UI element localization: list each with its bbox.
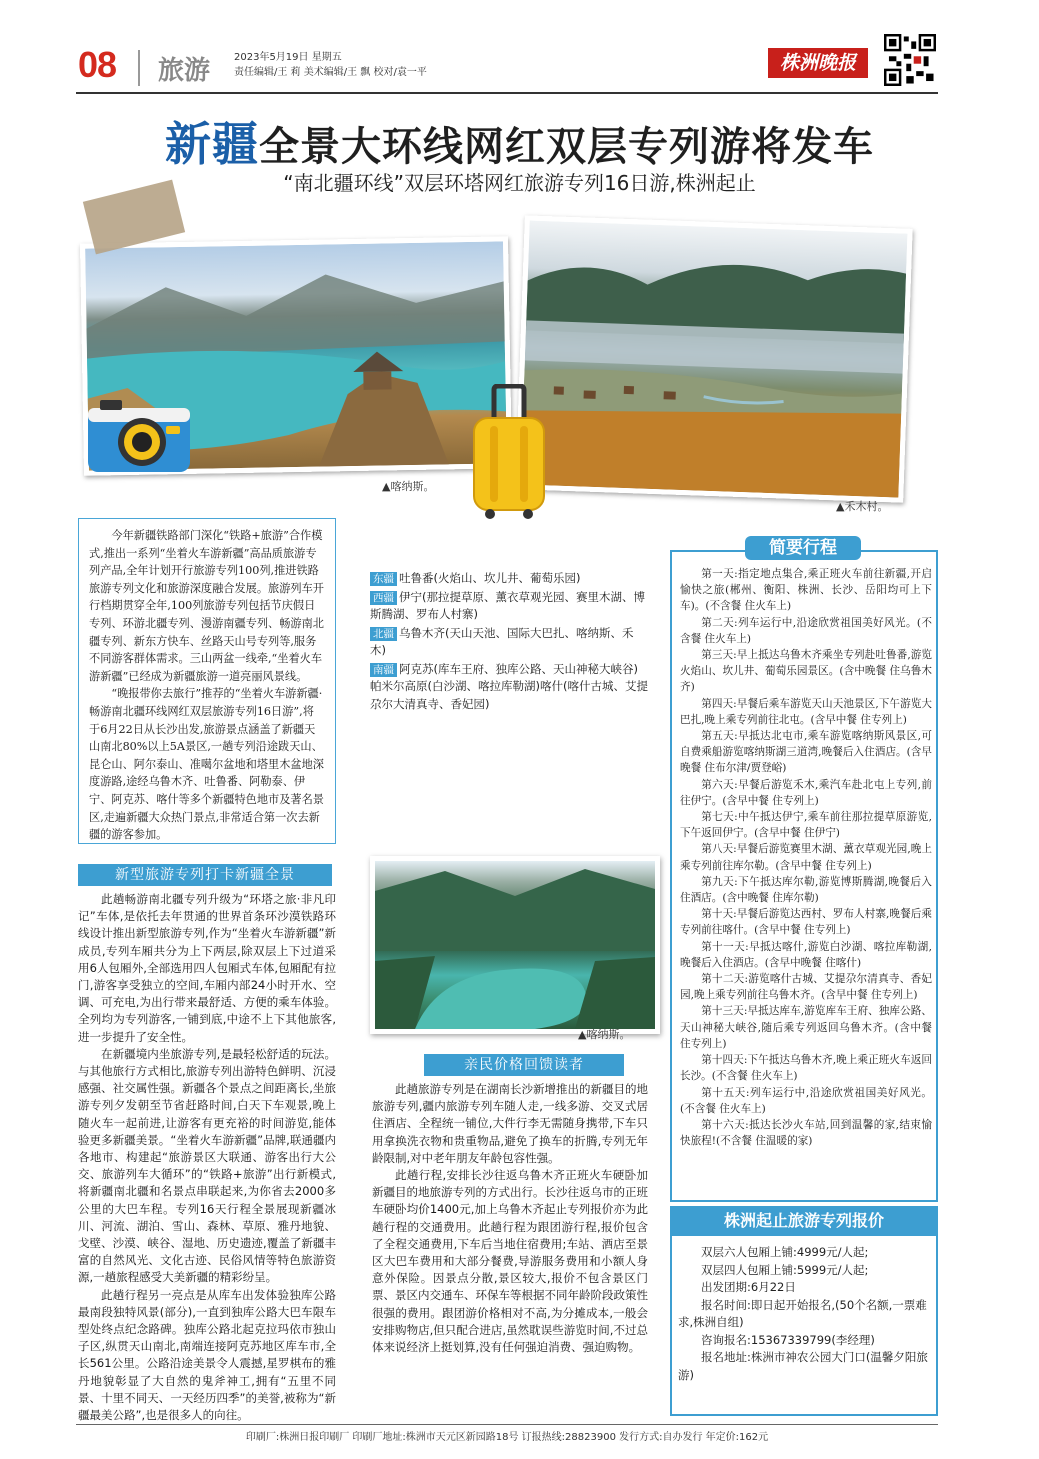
itinerary-day: 第九天:下午抵达库尔勒,游览博斯腾湖,晚餐后入住酒店。(含中晚餐 住库尔勒) <box>680 875 932 905</box>
section-heading: 新型旅游专列打卡新疆全景 <box>78 864 332 886</box>
editors-line: 责任编辑/王 莉 美术编辑/王 飘 校对/袁一平 <box>234 67 427 78</box>
region-tag: 东疆 <box>370 572 397 586</box>
itinerary-day: 第十六天:抵达长沙火车站,回到温馨的家,结束愉快旅程!(不含餐 住温暖的家) <box>680 1118 932 1148</box>
region-tag: 北疆 <box>370 627 397 641</box>
article-paragraph: 在新疆境内坐旅游专列,是最轻松舒适的玩法。与其他旅行方式相比,旅游专列出游特色鲜明、沉浸感强、社交属性强。新疆各个景点之间距离长,坐旅游专列夕发朝至节省赶路时间,白天下车观景,晚上随火车一起前进,让游客有更充裕的时间游览,能体验更多新疆美景。“坐着火车游新疆”品牌,联通疆内各地市、构建起“旅游景区大联通、游客出行大公交、旅游列车大循环”的“铁路+旅游”出行新模式,将新疆南北疆和名景点串联起来,为你省去2000多公里的大巴车程。专列16天行程全景展现新疆冰川、河流、湖泊、雪山、森林、草原、雅丹地貌、戈壁、沙漠、峡谷、湿地、历史遗迹,覆盖了新疆丰富的自然风光、文化古迹、民俗风情等特色旅游资源,一趟旅程感受大美新疆的精彩纷呈。 <box>78 1046 336 1285</box>
footer-info: 印刷厂:株洲日报印刷厂 印刷厂地址:株洲市天元区新园路18号 订报热线:28823900 发行方式:自办发行 年定价:162元 <box>245 1432 769 1443</box>
region-text: 乌鲁木齐(天山天池、国际大巴扎、喀纳斯、禾木) <box>370 625 634 657</box>
kanas-river-photo <box>370 856 660 1034</box>
itinerary-day: 第七天:中午抵达伊宁,乘车前往那拉提草原游览,下午返回伊宁。(含早中餐 住伊宁) <box>680 811 932 840</box>
price-line: 报名地址:株洲市神农公园大门口(温馨夕阳旅游) <box>678 1350 928 1382</box>
itinerary-day: 第一天:指定地点集合,乘正班火车前往新疆,开启愉快之旅(郴州、衡阳、株洲、长沙、岳阳均可上下车)。(不含餐 住火车上) <box>680 568 932 613</box>
newspaper-logo: 株洲晚报 <box>768 48 868 78</box>
article-paragraph: 此趟旅游专列是在湖南长沙新增推出的新疆目的地旅游专列,疆内旅游专列车随人走,一线多游、交叉式居住酒店、全程统一铺位,大件行李无需随身携带,下车只用拿换洗衣物和贵重物品,避免了换车的折腾,专列无年龄限制,对中老年朋友年龄包容性强。 <box>372 1082 648 1165</box>
price-line: 报名时间:即日起开始报名,(50个名额,一票难求,株洲自组) <box>678 1297 927 1329</box>
region-list <box>370 570 648 714</box>
headline-rest: 全景大环线网红双层专列游将发车 <box>259 124 874 170</box>
price-line: 双层六人包厢上铺:4999元/人起; <box>701 1245 869 1259</box>
itinerary-title: 简要行程 <box>745 536 861 560</box>
region-item <box>370 661 648 714</box>
region-text: 吐鲁番(火焰山、坎儿井、葡萄乐园) <box>399 571 581 585</box>
subheadline: “南北疆环线”双层环塔网红旅游专列16日游,株洲起止 <box>283 171 756 195</box>
kanas-river-illustration <box>375 861 655 1029</box>
itinerary-day: 第十一天:早抵达喀什,游览白沙湖、喀拉库勒湖,晚餐后入住酒店。(含早中晚餐 住喀什) <box>680 940 932 969</box>
section-heading: 亲民价格回馈读者 <box>424 1054 624 1076</box>
page-number: 08 <box>78 44 117 85</box>
header-rule <box>76 92 938 94</box>
price-list <box>678 1244 932 1384</box>
region-text: 阿克苏(库车王府、独库公路、天山神秘大峡谷)帕米尔高原(白沙湖、喀拉库勒湖)喀什(喀什古城、艾提尕尔大清真寺、香妃园) <box>370 661 648 711</box>
photo-caption: ▲喀纳斯。 <box>382 480 435 493</box>
itinerary-day: 第八天:早餐后游览赛里木湖、薰衣草观光园,晚上乘专列前往库尔勒。(含早中餐 住专列上) <box>680 843 932 872</box>
itinerary-day: 第五天:早抵达北屯市,乘车游览喀纳斯风景区,可自费乘船游览喀纳斯湖三道湾,晚餐后入住酒店。(含早晚餐 住布尔津/贾登峪) <box>680 730 932 775</box>
article-column <box>78 891 336 1424</box>
itinerary-day: 第十二天:游览喀什古城、艾提尕尔清真寺、香妃园,晚上乘专列前往乌鲁木齐。(含早中餐 住专列上) <box>680 973 932 1002</box>
region-tag: 南疆 <box>370 663 397 677</box>
itinerary-list <box>680 566 932 1149</box>
footer-rule <box>76 1424 938 1425</box>
itinerary-day: 第二天:列车运行中,沿途欣赏祖国美好风光。(不含餐 住火车上) <box>680 616 932 645</box>
headline <box>0 108 1039 174</box>
article-paragraph: 此趟行程另一亮点是从库车出发体验独库公路最南段独特风景(部分),一直到独库公路大巴车限车型处终点纪念路碑。独库公路北起克拉玛依市独山子区,纵贯天山南北,南端连接阿克苏地区库车市,全长561公里。公路沿途美景令人震撼,星罗棋布的雅丹地貌彰显了大自然的鬼斧神工,拥有“五里不同景、十里不同天、一天经历四季”的美誉,被称为“新疆最美公路”,也是很多人的向往。 <box>78 1287 336 1423</box>
hemu-village-photo <box>515 215 912 502</box>
region-item <box>370 625 648 660</box>
itinerary-day: 第十四天:下午抵达乌鲁木齐,晚上乘正班火车返回长沙。(不含餐 住火车上) <box>680 1054 932 1083</box>
hemu-village-illustration <box>521 220 908 497</box>
intro-box <box>78 518 336 844</box>
price-line: 双层四人包厢上铺:5999元/人起; <box>701 1262 869 1277</box>
header-divider <box>138 50 140 86</box>
region-tag: 西疆 <box>370 591 397 605</box>
date-line: 2023年5月19日 星期五 <box>234 52 342 63</box>
price-line: 咨询报名:15367339799(李经理) <box>701 1332 875 1347</box>
region-text: 伊宁(那拉提草原、薰衣草观光园、赛里木湖、博斯腾湖、罗布人村寨) <box>370 589 645 621</box>
article-column <box>372 1081 648 1356</box>
region-item <box>370 589 648 624</box>
region-item <box>370 570 648 588</box>
intro-paragraph: “晚报带你去旅行”推荐的“坐着火车游新疆·畅游南北疆环线网红双层旅游专列16日游”,将于6月22日从长沙出发,旅游景点涵盖了新疆天山南北80%以上5A景区,一趟专列沿途跋天山、昆仑山、阿尔泰山、准噶尔盆地和塔里木盆地深度游路,途经乌鲁木齐、吐鲁番、阿勒泰、伊宁、阿克苏、喀什等多个新疆特色地市及著名景区,走遍新疆大众热门景点,非常适合第一次去新疆的游客参加。 <box>89 687 324 842</box>
price-line: 出发团期:6月22日 <box>701 1280 796 1294</box>
header-info <box>234 50 427 80</box>
itinerary-day: 第六天:早餐后游览禾木,乘汽车赴北屯上专列,前往伊宁。(含早中餐 住专列上) <box>680 778 932 807</box>
section-name: 旅游 <box>158 56 211 86</box>
photo-caption: ▲喀纳斯。 <box>578 1028 631 1041</box>
suitcase-icon <box>468 384 550 520</box>
itinerary-day: 第十五天:列车运行中,沿途欣赏祖国美好风光。(不含餐 住火车上) <box>680 1086 932 1115</box>
camera-icon <box>84 392 194 476</box>
article-paragraph: 此趟行程,安排长沙往返乌鲁木齐正班火车硬卧加新疆目的地旅游专列的方式出行。长沙往返乌市的正班车硬卧均价1400元,加上乌鲁木齐起止专列报价亦为此趟行程的交通费用。此趟行程为跟团游行程,报价包含了全程交通费用,下车后当地住宿费用;车站、酒店至景区大巴车费用和大部分餐费,导游服务费用和小额人身意外保险。因景点分散,景区较大,报价不包含景区门票、景区内交通车、环保车等根据不同年龄阶段政策性很强的费用。跟团游价格相对不高,为分摊成本,一般会安排购物店,但只配合进店,虽然耽误些游览时间,不过总体来说经济上挺划算,没有任何强迫消费、强迫购物。 <box>372 1168 648 1355</box>
itinerary-day: 第三天:早上抵达乌鲁木齐乘坐专列赴吐鲁番,游览火焰山、坎儿井、葡萄乐园景区。(含中晚餐 住乌鲁木齐) <box>680 649 932 694</box>
qr-code-icon <box>884 34 936 86</box>
itinerary-day: 第十天:早餐后游览达西村、罗布人村寨,晚餐后乘专列前往喀什。(含早中餐 住专列上) <box>680 908 932 937</box>
price-title: 株洲起止旅游专列报价 <box>670 1206 938 1236</box>
intro-paragraph: 今年新疆铁路部门深化“铁路+旅游”合作模式,推出一系列“坐着火车游新疆”高品质旅游专列产品,全年计划开行旅游专列100列,推进铁路旅游专列文化和旅游深度融合发展。旅游列车开行档期贯穿全年,100列旅游专列包括节庆假日专列、环游北疆专列、漫游南疆专列、畅游南北疆专列、新东方快车、丝路天山号专列等,服务不同游客群体需求。三山两盆一线牵,“坐着火车游新疆”已经成为新疆旅游一道亮丽风景线。 <box>89 529 324 683</box>
itinerary-day: 第四天:早餐后乘车游览天山天池景区,下午游览大巴扎,晚上乘专列前往北屯。(含早中餐 住专列上) <box>680 697 932 726</box>
itinerary-day: 第十三天:早抵达库车,游览库车王府、独库公路、天山神秘大峡谷,随后乘专列返回乌鲁木齐。(含中餐 住专列上) <box>680 1005 932 1050</box>
article-paragraph: 此趟畅游南北疆专列升级为“环塔之旅·非凡印记”车体,是依托去年贯通的世界首条环沙漠铁路环线设计推出新型旅游专列,作为“坐着火车游新疆”新成员,专列车厢共分为上下两层,除双层上下过道采用6人包厢外,全部选用四人包厢式车体,包厢配有拉门,游客享受独立的空间,车厢内部24小时开水、空调、可充电,为出行带来最舒适、方便的乘车体验。全列均为专列游客,一铺到底,中途不上下其他旅客,进一步提升了安全性。 <box>78 892 336 1044</box>
photo-caption: ▲禾木村。 <box>836 500 889 513</box>
headline-highlight: 新疆 <box>165 117 259 171</box>
